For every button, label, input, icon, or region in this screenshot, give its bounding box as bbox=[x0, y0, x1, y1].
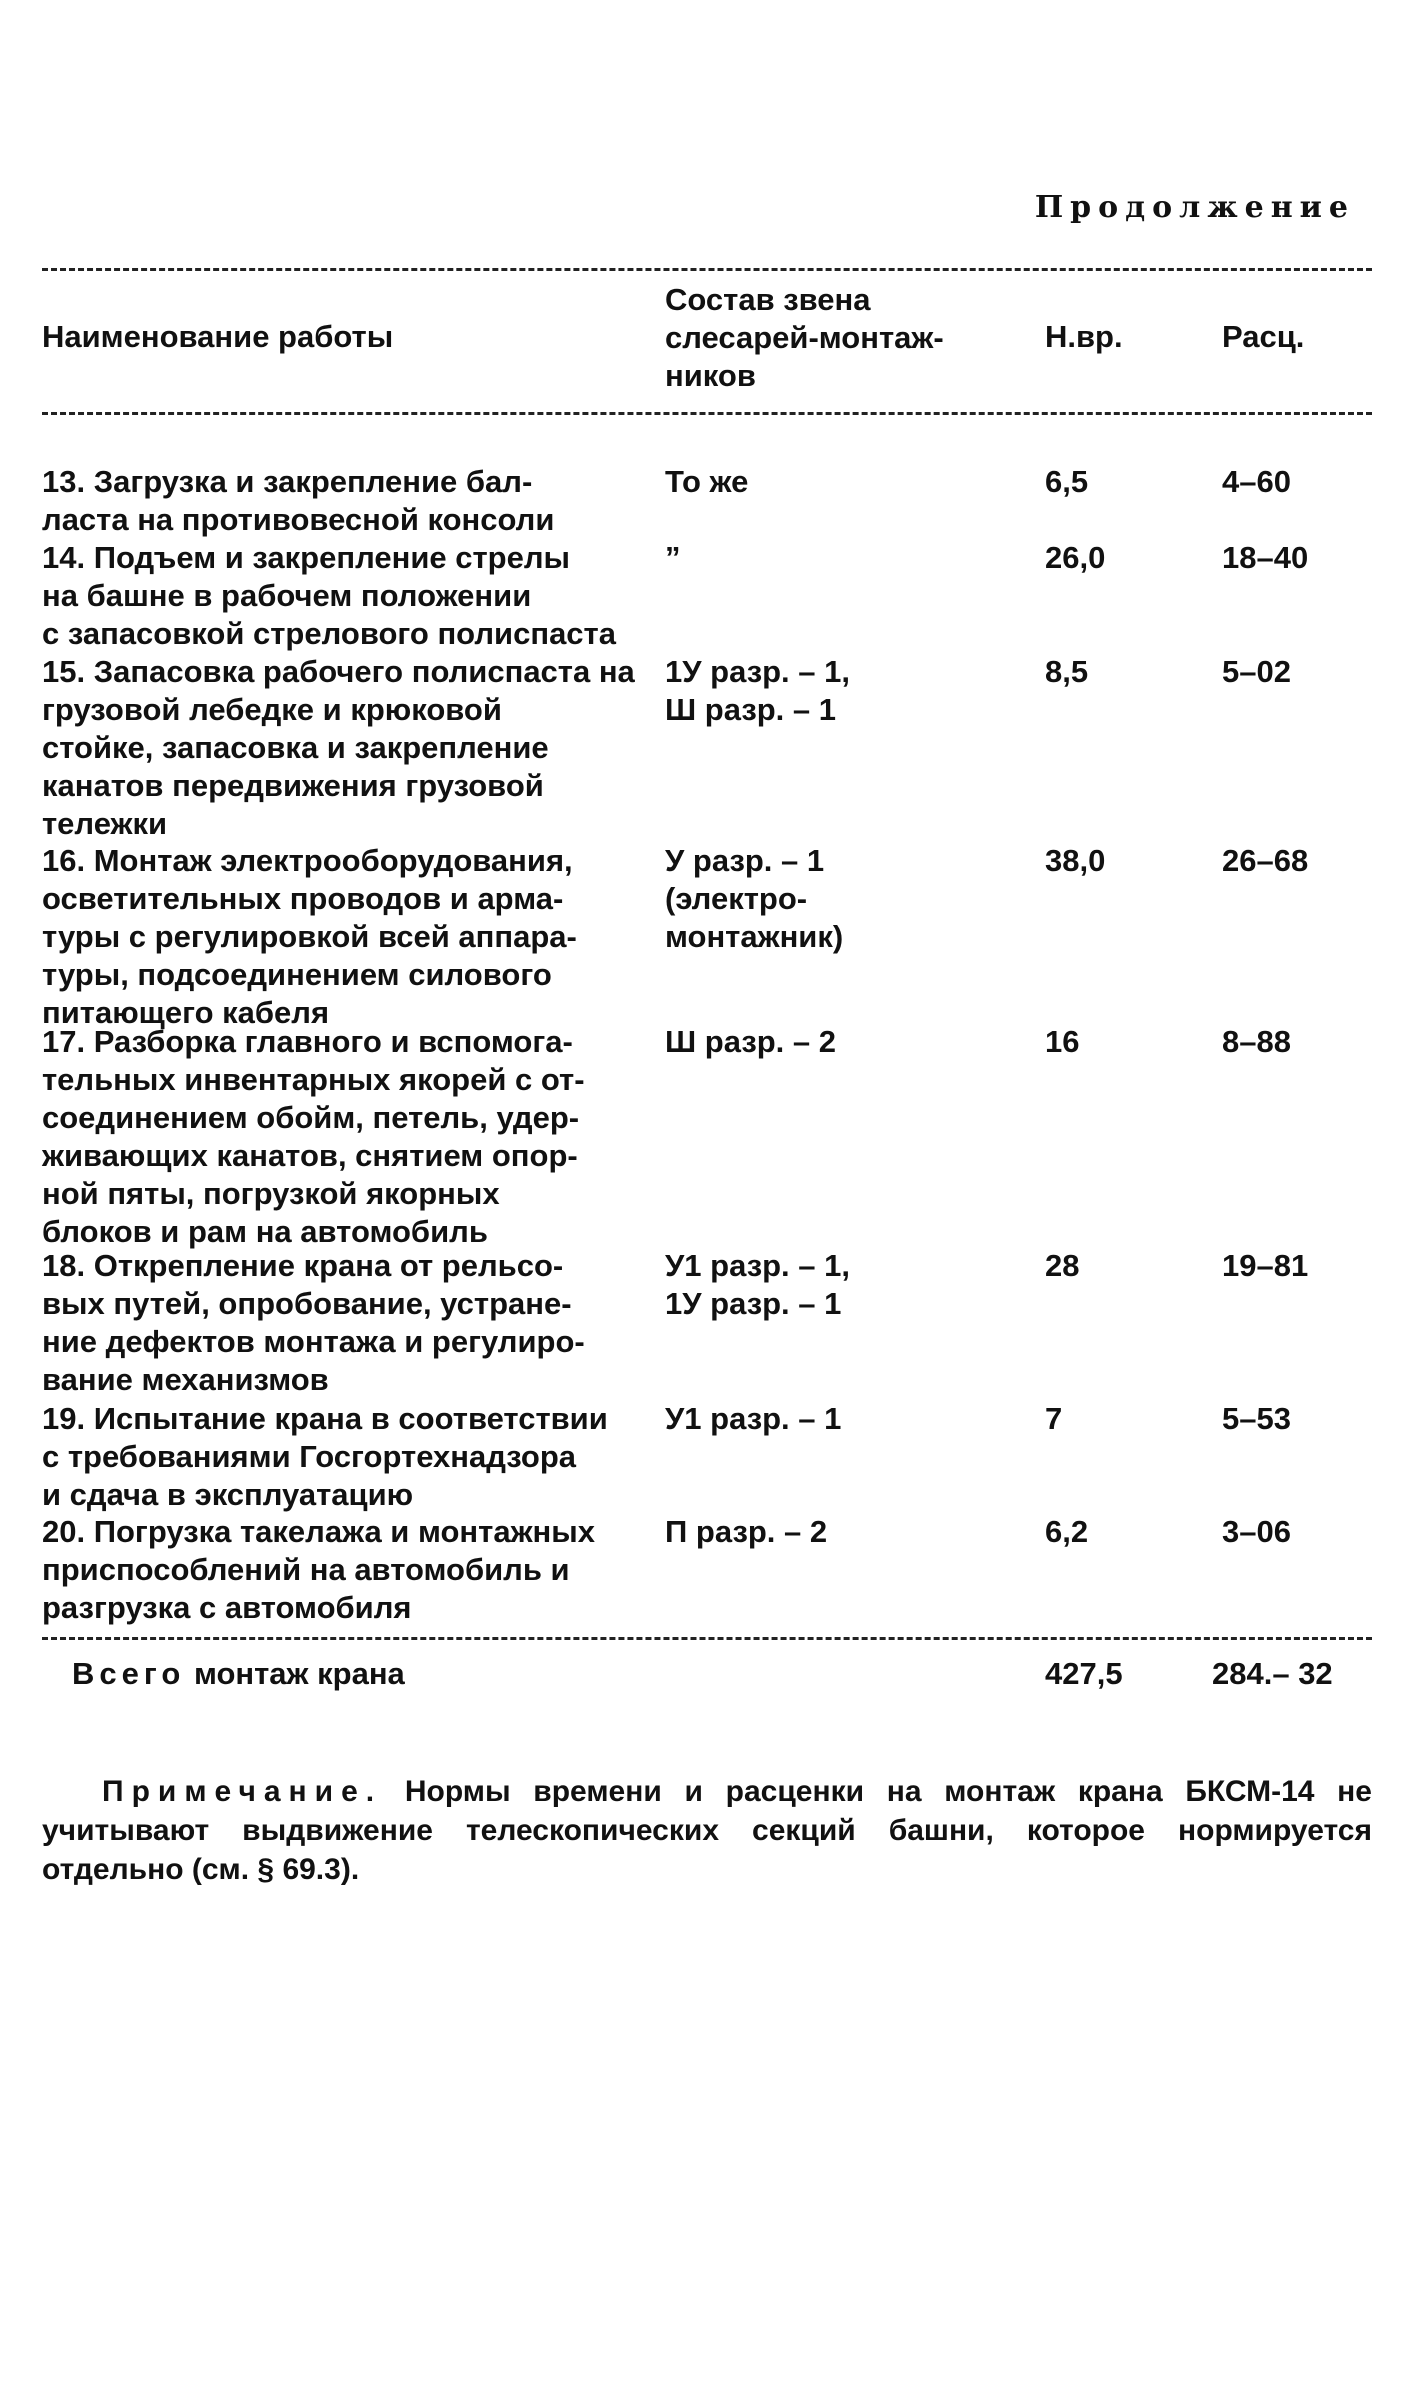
row-14-time-norm: 26,0 bbox=[1045, 540, 1106, 575]
row-16-rate: 26–68 bbox=[1222, 843, 1309, 878]
row-13-time-norm: 6,5 bbox=[1045, 464, 1089, 499]
total-time-norm: 427,5 bbox=[1045, 1656, 1123, 1691]
column-header-rate: Расц. bbox=[1222, 319, 1305, 354]
row-19-rate: 5–53 bbox=[1222, 1401, 1291, 1436]
total-label-spaced: Всего bbox=[72, 1656, 186, 1691]
table-header-rule bbox=[42, 412, 1372, 415]
row-16-crew: У разр. – 1 (электро- монтажник) bbox=[665, 843, 844, 954]
row-16-time-norm: 38,0 bbox=[1045, 843, 1106, 878]
row-19-name: 19. Испытание крана в соответствии с требованиями Госгортехнадзора и сдача в эксплуатацию bbox=[42, 1401, 608, 1512]
row-13-rate: 4–60 bbox=[1222, 464, 1291, 499]
total-label bbox=[72, 1655, 405, 1693]
footnote-label: Примечание. bbox=[102, 1775, 383, 1808]
row-18-rate: 19–81 bbox=[1222, 1248, 1309, 1283]
row-17-name: 17. Разборка главного и вспомога- тельных инвентарных якорей с от- соединением обойм, петель, удер- живающих канатов, снятием опор- ной пяты, погрузкой якорных блоков и рам на автомобиль bbox=[42, 1024, 585, 1249]
row-14-name: 14. Подъем и закрепление стрелы на башне в рабочем положении с запасовкой стрелового полиспаста bbox=[42, 540, 616, 651]
row-15-rate: 5–02 bbox=[1222, 654, 1291, 689]
row-15-time-norm: 8,5 bbox=[1045, 654, 1089, 689]
footnote-text: Нормы времени и расценки на монтаж крана БКСМ-14 не учитывают выдвижение телескопических секций башни, которое нормируется отдельно (см. § 69.3). bbox=[42, 1775, 1372, 1886]
total-label-rest: монтаж крана bbox=[193, 1656, 405, 1691]
table-total-rule bbox=[42, 1637, 1372, 1640]
row-13-name: 13. Загрузка и закрепление бал- ласта на противовесной консоли bbox=[42, 464, 555, 537]
column-header-time-norm: Н.вр. bbox=[1045, 319, 1123, 354]
column-header-crew: Состав звена слесарей-монтаж- ников bbox=[665, 282, 944, 393]
row-16-name: 16. Монтаж электрооборудования, осветительных проводов и арма- туры с регулировкой всей аппара- туры, подсоединением силового питающего кабеля bbox=[42, 843, 577, 1030]
row-18-time-norm: 28 bbox=[1045, 1248, 1080, 1283]
row-17-rate: 8–88 bbox=[1222, 1024, 1291, 1059]
row-18-crew: У1 разр. – 1, 1У разр. – 1 bbox=[665, 1248, 850, 1321]
row-14-crew: ” bbox=[665, 540, 681, 575]
row-19-time-norm: 7 bbox=[1045, 1401, 1063, 1436]
row-17-crew: Ш разр. – 2 bbox=[665, 1024, 836, 1059]
row-20-time-norm: 6,2 bbox=[1045, 1514, 1089, 1549]
row-20-name: 20. Погрузка такелажа и монтажных приспособлений на автомобиль и разгрузка с автомобиля bbox=[42, 1514, 595, 1625]
row-20-rate: 3–06 bbox=[1222, 1514, 1291, 1549]
row-13-crew: То же bbox=[665, 464, 749, 499]
column-header-name: Наименование работы bbox=[42, 319, 394, 354]
total-rate: 284.– 32 bbox=[1212, 1656, 1333, 1691]
row-20-crew: П разр. – 2 bbox=[665, 1514, 828, 1549]
row-18-name: 18. Открепление крана от рельсо- вых путей, опробование, устране- ние дефектов монтажа и регулиро- вание механизмов bbox=[42, 1248, 585, 1397]
row-15-crew: 1У разр. – 1, Ш разр. – 1 bbox=[665, 654, 850, 727]
row-17-time-norm: 16 bbox=[1045, 1024, 1080, 1059]
table-top-rule bbox=[42, 268, 1372, 271]
row-19-crew: У1 разр. – 1 bbox=[665, 1401, 842, 1436]
row-14-rate: 18–40 bbox=[1222, 540, 1309, 575]
footnote bbox=[42, 1772, 1372, 1889]
continuation-heading: Продолжение bbox=[1034, 190, 1355, 225]
row-15-name: 15. Запасовка рабочего полиспаста на грузовой лебедке и крюковой стойке, запасовка и закрепление канатов передвижения грузовой тележки bbox=[42, 654, 635, 841]
